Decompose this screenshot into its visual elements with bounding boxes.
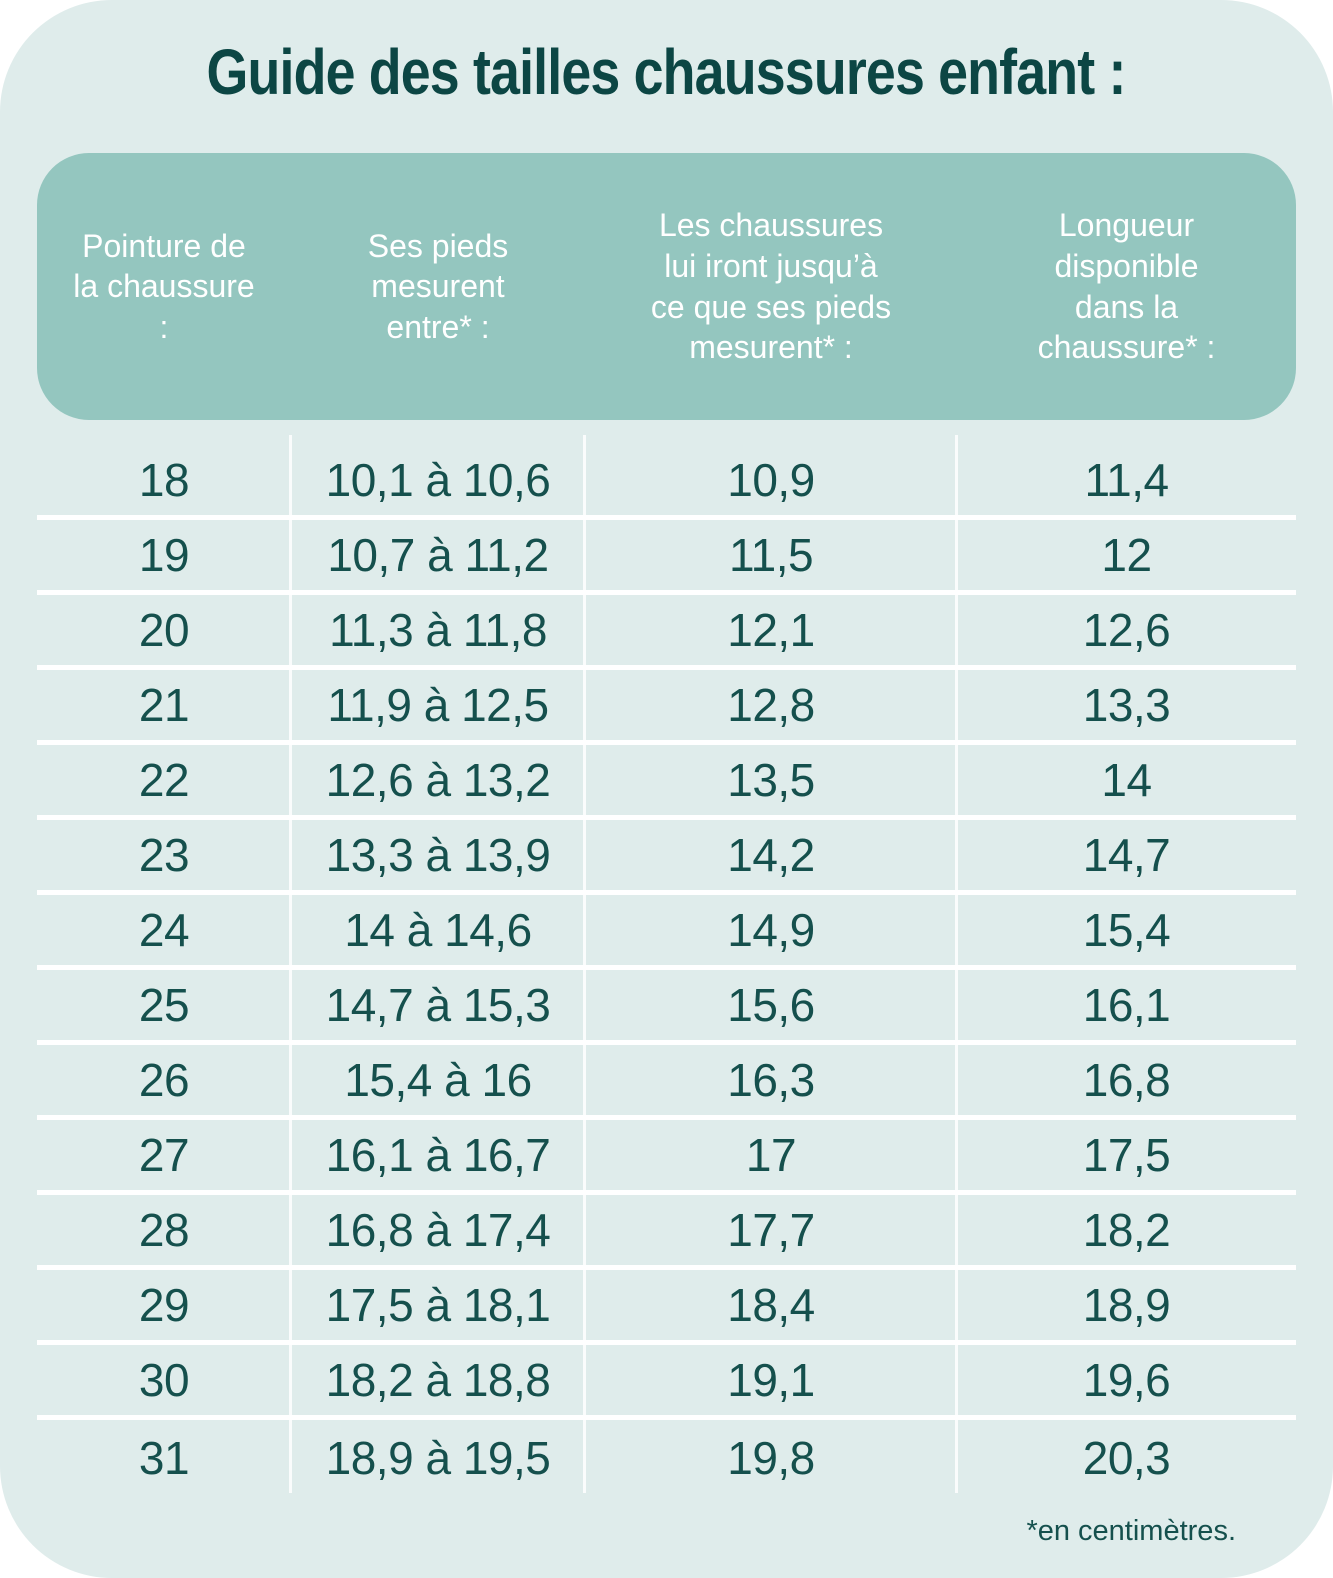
page-title-text: Guide des tailles chaussures enfant :	[207, 36, 1126, 108]
cell-iront-jusqua: 11,5	[728, 529, 814, 581]
cell-pointure: 25	[138, 979, 190, 1031]
cell-pointure: 19	[138, 529, 190, 581]
cell-mesure-entre: 18,9 à 19,5	[325, 1431, 551, 1484]
cell-mesure-entre: 11,3 à 11,8	[329, 604, 547, 656]
cell-iront-jusqua: 14,9	[727, 904, 815, 956]
cell-longueur-disponible: 14,7	[1082, 829, 1171, 881]
cell-longueur-disponible: 14	[1101, 754, 1152, 806]
cell-iront-jusqua: 15,6	[727, 979, 815, 1031]
table-row	[37, 1120, 1296, 1195]
table-row	[37, 895, 1296, 970]
column-divider	[583, 435, 586, 1493]
cell-iront-jusqua: 17,7	[727, 1204, 815, 1256]
column-header-pieds-mesurent: Ses pieds mesurent entre* :	[367, 227, 509, 345]
cell-pointure: 23	[138, 829, 190, 881]
cell-mesure-entre: 18,2 à 18,8	[325, 1354, 551, 1406]
cell-mesure-entre: 10,1 à 10,6	[325, 454, 551, 506]
cell-mesure-entre: 16,8 à 17,4	[325, 1204, 551, 1256]
cell-mesure-entre: 17,5 à 18,1	[325, 1279, 551, 1331]
cell-longueur-disponible: 12	[1101, 529, 1152, 581]
cell-pointure: 30	[138, 1354, 190, 1406]
column-divider	[289, 435, 292, 1493]
cell-pointure: 28	[138, 1204, 190, 1256]
cell-longueur-disponible: 17,5	[1082, 1129, 1171, 1181]
cell-iront-jusqua: 19,8	[727, 1431, 815, 1484]
cell-iront-jusqua: 13,5	[727, 754, 815, 806]
column-header-chaussures-iront: Les chaussures lui iront jusqu’à ce que ses pieds mesurent* :	[650, 207, 892, 366]
table-row	[37, 520, 1296, 595]
column-header-longueur-disponible: Longueur disponible dans la chaussure* :	[1037, 207, 1216, 366]
cell-iront-jusqua: 12,1	[727, 604, 815, 656]
cell-longueur-disponible: 16,1	[1082, 979, 1171, 1031]
cell-pointure: 27	[138, 1129, 190, 1181]
page-title	[0, 34, 1333, 110]
table-body	[37, 420, 1296, 1495]
cell-mesure-entre: 12,6 à 13,2	[325, 754, 551, 806]
cell-longueur-disponible: 12,6	[1082, 604, 1171, 656]
cell-iront-jusqua: 16,3	[727, 1054, 815, 1106]
column-divider	[955, 435, 958, 1493]
table-row	[37, 1045, 1296, 1120]
cell-iront-jusqua: 18,4	[727, 1279, 815, 1331]
cell-pointure: 24	[138, 904, 190, 956]
table-row	[37, 1420, 1296, 1495]
cell-iront-jusqua: 14,2	[727, 829, 815, 881]
cell-mesure-entre: 15,4 à 16	[344, 1054, 532, 1106]
column-header-pointure: Pointure de la chaussure :	[73, 227, 255, 345]
table-row	[37, 1345, 1296, 1420]
cell-pointure: 20	[138, 604, 190, 656]
table-row	[37, 970, 1296, 1045]
cell-longueur-disponible: 19,6	[1082, 1354, 1171, 1406]
cell-longueur-disponible: 20,3	[1082, 1431, 1171, 1484]
cell-longueur-disponible: 11,4	[1084, 454, 1169, 506]
table-row	[37, 820, 1296, 895]
cell-longueur-disponible: 16,8	[1082, 1054, 1171, 1106]
cell-mesure-entre: 14,7 à 15,3	[325, 979, 551, 1031]
table-row	[37, 1270, 1296, 1345]
cell-longueur-disponible: 15,4	[1082, 904, 1171, 956]
cell-pointure: 21	[138, 679, 190, 731]
footnote: *en centimètres.	[1026, 1515, 1236, 1547]
cell-mesure-entre: 11,9 à 12,5	[327, 679, 549, 731]
cell-longueur-disponible: 18,2	[1082, 1204, 1171, 1256]
cell-mesure-entre: 13,3 à 13,9	[325, 829, 551, 881]
table-row	[37, 670, 1296, 745]
cell-longueur-disponible: 18,9	[1082, 1279, 1171, 1331]
cell-pointure: 18	[138, 454, 190, 506]
cell-iront-jusqua: 19,1	[727, 1354, 815, 1406]
cell-pointure: 22	[138, 754, 190, 806]
cell-iront-jusqua: 17	[745, 1129, 797, 1181]
cell-mesure-entre: 10,7 à 11,2	[327, 529, 549, 581]
cell-iront-jusqua: 10,9	[727, 454, 815, 506]
cell-pointure: 26	[138, 1054, 190, 1106]
table-row	[37, 595, 1296, 670]
cell-pointure: 31	[138, 1431, 190, 1484]
cell-longueur-disponible: 13,3	[1082, 679, 1171, 731]
cell-mesure-entre: 16,1 à 16,7	[325, 1129, 551, 1181]
table-header	[37, 153, 1296, 420]
cell-mesure-entre: 14 à 14,6	[344, 904, 532, 956]
cell-iront-jusqua: 12,8	[727, 679, 815, 731]
table-row	[37, 745, 1296, 820]
cell-pointure: 29	[138, 1279, 190, 1331]
table-row	[37, 445, 1296, 520]
table-row	[37, 1195, 1296, 1270]
